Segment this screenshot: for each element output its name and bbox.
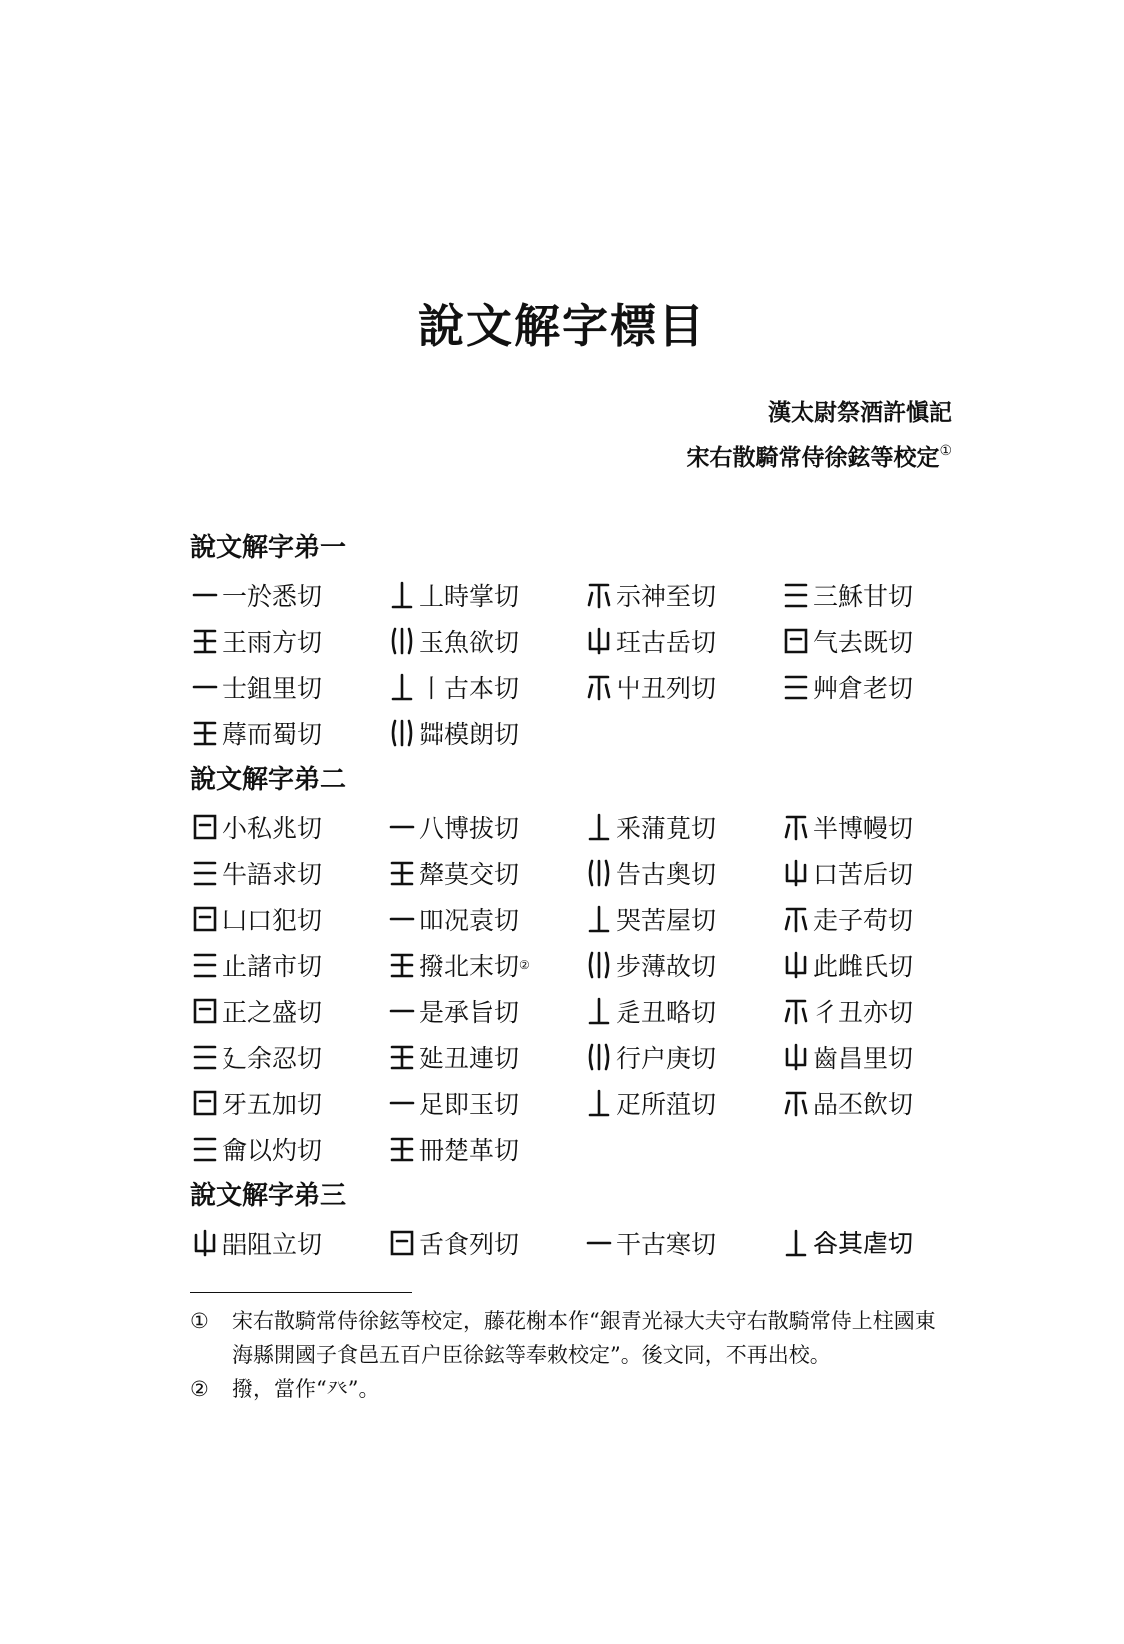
- seal-script-glyph-icon: [190, 811, 220, 843]
- radical-entry-text: 气去既切: [813, 628, 914, 657]
- radical-entry-text: 口苦后切: [813, 860, 914, 889]
- radical-entry-text: 王雨方切: [222, 628, 323, 657]
- seal-script-glyph-icon: [387, 949, 417, 981]
- radical-entry: [387, 664, 584, 710]
- seal-script-glyph-icon: [387, 579, 417, 611]
- seal-script-glyph-icon: [584, 1227, 614, 1259]
- seal-script-glyph-icon: [387, 671, 417, 703]
- radical-entry-text: 犛莫交切: [419, 860, 520, 889]
- seal-script-glyph-icon: [781, 579, 811, 611]
- radical-entry: [781, 664, 978, 710]
- footnote-text: 宋右散騎常侍徐鉉等校定，藤花榭本作“銀青光禄大夫守右散騎常侍上柱國東海縣開國子食邑五百户臣徐鉉等奉敕校定”。後文同，不再出校。: [232, 1309, 936, 1367]
- radical-entry: [190, 988, 387, 1034]
- radical-entry: [190, 1034, 387, 1080]
- seal-script-glyph-icon: [781, 1041, 811, 1073]
- seal-script-glyph-icon: [190, 1087, 220, 1119]
- radical-entry-text: 廴余忍切: [222, 1044, 323, 1073]
- radical-entry: [387, 572, 584, 618]
- seal-script-glyph-icon: [190, 1227, 220, 1259]
- seal-script-glyph-icon: [387, 625, 417, 657]
- seal-script-glyph-icon: [387, 995, 417, 1027]
- seal-script-glyph-icon: [387, 857, 417, 889]
- radical-entry: [190, 1080, 387, 1126]
- radical-entry-text: 玨古岳切: [616, 628, 717, 657]
- radical-entry-text: 撥北末切: [419, 952, 520, 981]
- seal-script-glyph-icon: [387, 811, 417, 843]
- radical-entry: [781, 1034, 978, 1080]
- radical-entry-text: 行户庚切: [616, 1044, 717, 1073]
- seal-script-glyph-icon: [190, 903, 220, 935]
- radical-entry: [387, 896, 584, 942]
- radical-entry: [190, 1220, 387, 1266]
- radical-entry: [387, 988, 584, 1034]
- seal-script-glyph-icon: [190, 995, 220, 1027]
- radical-entry: [190, 896, 387, 942]
- seal-script-glyph-icon: [584, 949, 614, 981]
- radical-entry-text: 艸倉老切: [813, 674, 914, 703]
- seal-script-glyph-icon: [781, 857, 811, 889]
- radical-entry: [781, 850, 978, 896]
- page-title: 說文解字標目: [418, 299, 706, 353]
- seal-script-glyph-icon: [190, 717, 220, 749]
- seal-script-glyph-icon: [781, 949, 811, 981]
- seal-script-glyph-icon: [190, 625, 220, 657]
- radical-entry: [781, 804, 978, 850]
- radical-entry-text: 品丕飲切: [813, 1090, 914, 1119]
- seal-script-glyph-icon: [584, 995, 614, 1027]
- seal-script-glyph-icon: [190, 579, 220, 611]
- radical-entry-text: 干古寒切: [616, 1230, 717, 1259]
- radical-entry: [387, 942, 584, 988]
- radical-entry: [584, 988, 781, 1034]
- footnote-text: 撥，當作“癶”。: [232, 1377, 380, 1401]
- radical-entry-text: 凵口犯切: [222, 906, 323, 935]
- radical-entry: [190, 572, 387, 618]
- radical-entry-text: 足即玉切: [419, 1090, 520, 1119]
- seal-script-glyph-icon: [781, 1087, 811, 1119]
- footnote-ref-2[interactable]: ②: [519, 958, 530, 972]
- seal-script-glyph-icon: [190, 857, 220, 889]
- radical-grid: [190, 1220, 970, 1266]
- radical-entry: [584, 804, 781, 850]
- seal-script-glyph-icon: [387, 1041, 417, 1073]
- seal-script-glyph-icon: [190, 949, 220, 981]
- seal-script-glyph-icon: [190, 1041, 220, 1073]
- seal-script-glyph-icon: [190, 671, 220, 703]
- radical-entry: [190, 942, 387, 988]
- radical-entry: [584, 1220, 781, 1266]
- radical-entry: [781, 1080, 978, 1126]
- seal-script-glyph-icon: [781, 903, 811, 935]
- radical-entry: [584, 942, 781, 988]
- byline: [686, 394, 952, 477]
- radical-entry: [190, 710, 387, 756]
- radical-entry: [387, 1034, 584, 1080]
- radical-entry-text: 步薄故切: [616, 952, 717, 981]
- seal-script-glyph-icon: [387, 903, 417, 935]
- footnote-marker: ②: [190, 1377, 209, 1401]
- radical-entry-text: 龠以灼切: [222, 1136, 323, 1165]
- radical-entry: [781, 572, 978, 618]
- radical-index: [190, 524, 970, 1266]
- seal-script-glyph-icon: [584, 1041, 614, 1073]
- radical-entry-text: 冊楚革切: [419, 1136, 520, 1165]
- radical-entry-text: 半博幔切: [813, 814, 914, 843]
- radical-entry-text: 八博拔切: [419, 814, 520, 843]
- seal-script-glyph-icon: [781, 811, 811, 843]
- seal-script-glyph-icon: [387, 1227, 417, 1259]
- radical-entry-text: 吅况袁切: [419, 906, 520, 935]
- radical-entry: [387, 618, 584, 664]
- radical-entry-text: 彳丑亦切: [813, 998, 914, 1027]
- radical-entry-text: 茻模朗切: [419, 720, 520, 749]
- radical-entry: [584, 1034, 781, 1080]
- radical-entry: [387, 850, 584, 896]
- radical-entry-text: 𧮫其虐切: [813, 1228, 914, 1258]
- radical-entry-text: 疋所菹切: [616, 1090, 717, 1119]
- footnote-marker: ①: [190, 1309, 209, 1333]
- radical-entry-text: 玉魚欲切: [419, 628, 520, 657]
- seal-script-glyph-icon: [584, 625, 614, 657]
- radical-entry: [584, 572, 781, 618]
- seal-script-glyph-icon: [781, 625, 811, 657]
- radical-entry-text: 此雌氏切: [813, 952, 914, 981]
- radical-entry-text: 釆蒲莧切: [616, 814, 717, 843]
- radical-entry-text: 士鉏里切: [222, 674, 323, 703]
- radical-entry-text: 辵丑略切: [616, 998, 717, 1027]
- seal-script-glyph-icon: [584, 671, 614, 703]
- radical-entry: [584, 1080, 781, 1126]
- radical-entry-text: 齒昌里切: [813, 1044, 914, 1073]
- radical-entry: [781, 942, 978, 988]
- byline-author: 漢太尉祭酒許愼記: [768, 399, 952, 426]
- radical-entry-text: 告古奥切: [616, 860, 717, 889]
- seal-script-glyph-icon: [584, 857, 614, 889]
- radical-entry-text: 㗊阻立切: [222, 1230, 323, 1259]
- radical-entry: [781, 618, 978, 664]
- radical-entry-text: 牛語求切: [222, 860, 323, 889]
- radical-entry: [387, 710, 584, 756]
- radical-entry: [781, 1220, 978, 1266]
- radical-grid: [190, 804, 970, 1172]
- section-heading: 說文解字弟三: [190, 1181, 347, 1211]
- radical-entry-text: 三穌甘切: [813, 582, 914, 611]
- radical-entry: [387, 1220, 584, 1266]
- seal-script-glyph-icon: [584, 903, 614, 935]
- radical-entry-text: 小私兆切: [222, 814, 323, 843]
- seal-script-glyph-icon: [781, 671, 811, 703]
- seal-script-glyph-icon: [781, 995, 811, 1027]
- radical-entry: [584, 850, 781, 896]
- radical-entry: [584, 664, 781, 710]
- radical-entry-text: 舌食列切: [419, 1230, 520, 1259]
- radical-entry: [584, 896, 781, 942]
- byline-editor-text: 宋右散騎常侍徐鉉等校定: [686, 444, 940, 471]
- radical-entry: [190, 618, 387, 664]
- radical-entry-text: 是承旨切: [419, 998, 520, 1027]
- radical-entry-text: 丄時掌切: [419, 582, 520, 611]
- radical-entry-text: 一於悉切: [222, 582, 323, 611]
- radical-entry-text: 哭苦屋切: [616, 906, 717, 935]
- radical-entry: [781, 988, 978, 1034]
- seal-script-glyph-icon: [387, 717, 417, 749]
- radical-entry-text: 止諸市切: [222, 952, 323, 981]
- seal-script-glyph-icon: [781, 1227, 811, 1259]
- radical-entry: [387, 804, 584, 850]
- radical-entry: [190, 664, 387, 710]
- seal-script-glyph-icon: [387, 1087, 417, 1119]
- radical-entry: [387, 1080, 584, 1126]
- section-heading: 說文解字弟二: [190, 765, 347, 795]
- radical-entry: [190, 1126, 387, 1172]
- radical-entry: [584, 618, 781, 664]
- footnote-ref-1[interactable]: ①: [939, 443, 952, 459]
- radical-entry: [190, 804, 387, 850]
- radical-entry-text: 正之盛切: [222, 998, 323, 1027]
- radical-entry-text: 蓐而蜀切: [222, 720, 323, 749]
- byline-editor: [686, 432, 952, 477]
- radical-entry-text: 牙五加切: [222, 1090, 323, 1119]
- seal-script-glyph-icon: [584, 1087, 614, 1119]
- radical-entry: [781, 896, 978, 942]
- radical-entry-text: 走子苟切: [813, 906, 914, 935]
- footnote-divider: [190, 1292, 412, 1293]
- footnote: [190, 1372, 950, 1406]
- radical-entry-text: 㢟丑連切: [419, 1044, 520, 1073]
- radical-entry-text: 丨古本切: [419, 674, 520, 703]
- seal-script-glyph-icon: [190, 1133, 220, 1165]
- section-heading: 說文解字弟一: [190, 533, 347, 563]
- radical-entry: [387, 1126, 584, 1172]
- footnotes: [190, 1304, 950, 1406]
- radical-entry-text: 示神至切: [616, 582, 717, 611]
- footnote: [190, 1304, 950, 1372]
- seal-script-glyph-icon: [584, 811, 614, 843]
- radical-grid: [190, 572, 970, 756]
- radical-entry-text: 屮丑列切: [616, 674, 717, 703]
- seal-script-glyph-icon: [584, 579, 614, 611]
- seal-script-glyph-icon: [387, 1133, 417, 1165]
- radical-entry: [190, 850, 387, 896]
